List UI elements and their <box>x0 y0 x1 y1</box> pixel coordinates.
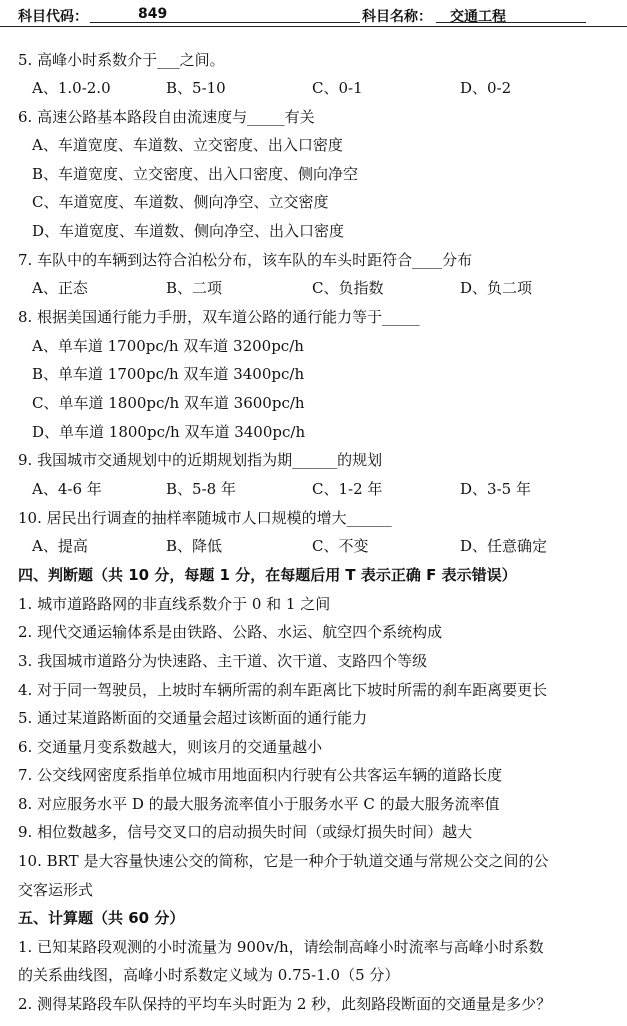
judgement-item: 2. 现代交通运输体系是由铁路、公路、水运、航空四个系统构成 <box>18 623 443 641</box>
option-a: A、1.0-2.0 <box>32 79 111 97</box>
subject-name-value: 交通工程 <box>450 9 506 25</box>
subject-name-label: 科目名称： <box>362 9 432 25</box>
option-c: C、负指数 <box>312 279 384 297</box>
judgement-item: 5. 通过某道路断面的交通量会超过该断面的通行能力 <box>18 709 368 727</box>
question-stem: 5. 高峰小时系数介于___之间。 <box>18 51 225 69</box>
subject-code-label: 科目代码： <box>18 9 88 25</box>
question-stem: 6. 高速公路基本路段自由流速度与_____有关 <box>18 108 315 126</box>
judgement-item: 9. 相位数越多，信号交叉口的启动损失时间（或绿灯损失时间）越大 <box>18 823 473 841</box>
judgement-item: 7. 公交线网密度系指单位城市用地面积内行驶有公共客运车辆的道路长度 <box>18 766 503 784</box>
exam-header <box>0 0 627 27</box>
calculation-item: 1. 已知某路段观测的小时流量为 900v/h，请绘制高峰小时流率与高峰小时系数 <box>18 938 544 956</box>
option-d: D、车道宽度、车道数、侧向净空、出入口密度 <box>32 222 345 240</box>
option-b: B、车道宽度、立交密度、出入口密度、侧向净空 <box>32 165 359 183</box>
option-row <box>32 274 622 302</box>
judgement-item: 8. 对应服务水平 D 的最大服务流率值小于服务水平 C 的最大服务流率值 <box>18 795 500 813</box>
option-b: B、5-10 <box>166 79 226 97</box>
judgement-item: 1. 城市道路路网的非直线系数介于 0 和 1 之间 <box>18 595 331 613</box>
option-b: B、单车道 1700pc/h 双车道 3400pc/h <box>32 365 305 383</box>
question-stem: 7. 车队中的车辆到达符合泊松分布，该车队的车头时距符合____分布 <box>18 251 473 269</box>
option-c: C、1-2 年 <box>312 480 383 498</box>
option-d: D、3-5 年 <box>460 480 531 498</box>
section-title-true-false: 四、判断题（共 10 分，每题 1 分，在每题后用 T 表示正确 F 表示错误） <box>18 566 517 584</box>
calculation-item-continuation: 的关系曲线图，高峰小时系数定义域为 0.75-1.0（5 分） <box>18 966 400 984</box>
option-d: D、任意确定 <box>460 537 548 555</box>
option-row <box>32 532 622 560</box>
question-stem: 10. 居民出行调查的抽样率随城市人口规模的增大______ <box>18 509 392 527</box>
option-c: C、车道宽度、车道数、侧向净空、立交密度 <box>32 193 329 211</box>
question-stem: 8. 根据美国通行能力手册，双车道公路的通行能力等于_____ <box>18 308 420 326</box>
judgement-item-continuation: 交客运形式 <box>18 881 94 899</box>
option-c: C、单车道 1800pc/h 双车道 3600pc/h <box>32 394 305 412</box>
question-stem: 9. 我国城市交通规划中的近期规划指为期______的规划 <box>18 451 383 469</box>
option-b: B、5-8 年 <box>166 480 236 498</box>
option-c: C、0-1 <box>312 79 363 97</box>
calculation-item: 2. 测得某路段车队保持的平均车头时距为 2 秒，此刻路段断面的交通量是多少？ <box>18 995 552 1013</box>
judgement-item: 6. 交通量月变系数越大，则该月的交通量越小 <box>18 738 323 756</box>
option-a: A、正态 <box>32 279 88 297</box>
code-underline <box>90 22 360 23</box>
judgement-item: 10. BRT 是大容量快速公交的简称，它是一种介于轨道交通与常规公交之间的公 <box>18 852 549 870</box>
section-title-calculation: 五、计算题（共 60 分） <box>18 909 185 927</box>
name-underline <box>436 22 586 23</box>
option-d: D、0-2 <box>460 79 512 97</box>
option-b: B、二项 <box>166 279 223 297</box>
option-a: A、提高 <box>32 537 88 555</box>
option-a: A、4-6 年 <box>32 480 102 498</box>
option-b: B、降低 <box>166 537 223 555</box>
option-d: D、负二项 <box>460 279 533 297</box>
judgement-item: 3. 我国城市道路分为快速路、主干道、次干道、支路四个等级 <box>18 652 428 670</box>
option-a: A、单车道 1700pc/h 双车道 3200pc/h <box>32 337 304 355</box>
option-a: A、车道宽度、车道数、立交密度、出入口密度 <box>32 136 343 154</box>
option-row <box>32 74 622 102</box>
option-d: D、单车道 1800pc/h 双车道 3400pc/h <box>32 423 306 441</box>
option-c: C、不变 <box>312 537 369 555</box>
option-row <box>32 475 622 503</box>
judgement-item: 4. 对于同一驾驶员，上坡时车辆所需的刹车距离比下坡时所需的刹车距离要更长 <box>18 681 548 699</box>
subject-code-value: 849 <box>138 6 168 22</box>
